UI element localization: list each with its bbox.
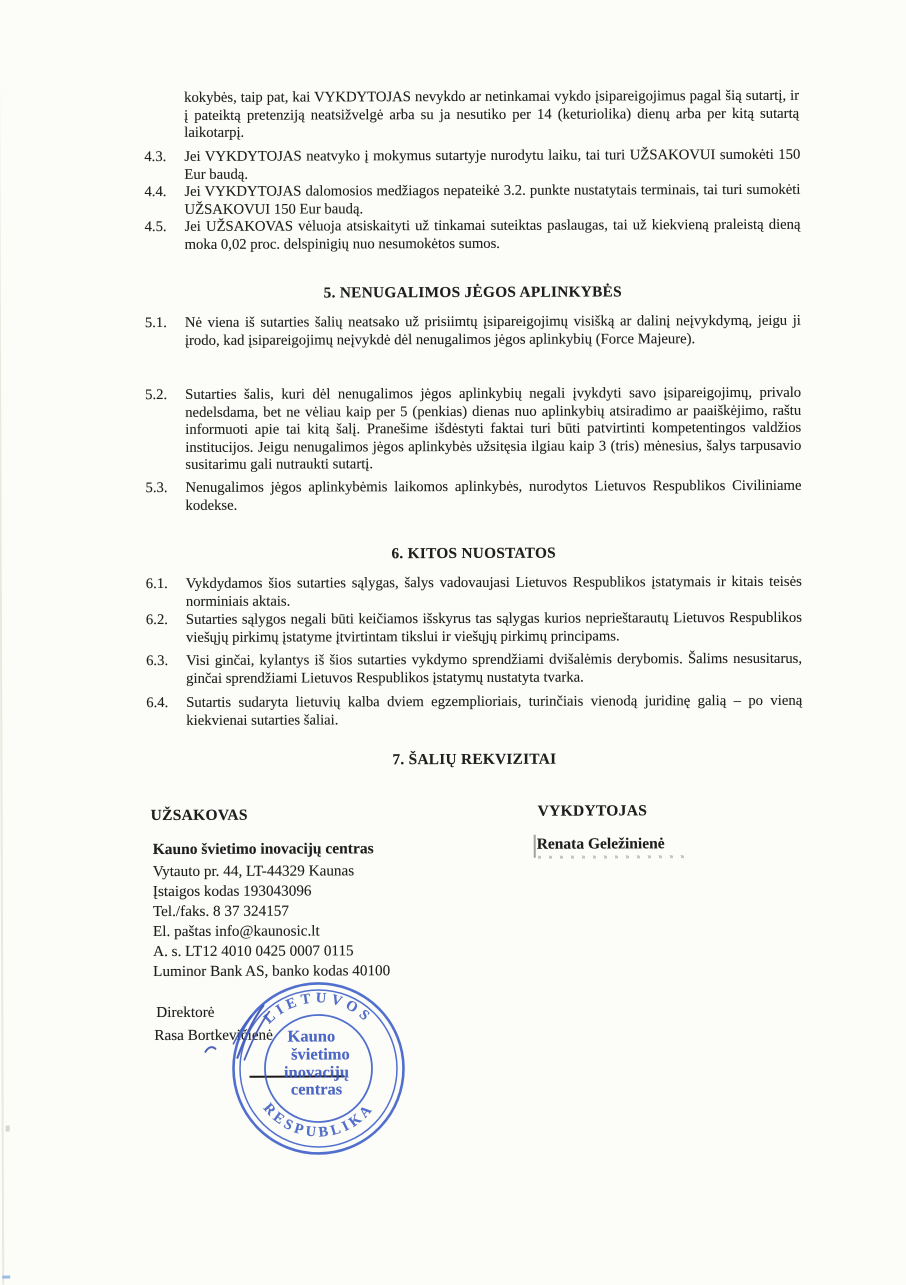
contact-line-bank: Luminor Bank AS, banko kodas 40100 [153,961,391,980]
contact-line-address: Vytauto pr. 44, LT-44329 Kaunas [152,862,355,881]
clause-number: 6.4. [146,694,169,712]
section-6-heading: 6. KITOS NUOSTATOS [391,544,556,563]
clause-text: Sutarties sąlygos negali būti keičiamos išskyrus tas sąlygas kurios neprieštarautų Lietuvos Respublikos viešųjų pirkimų įstatyme įtvirtintam tikslui ir viešųjų pirkimų principams. [185,609,802,646]
clause-6-1 [146,574,802,611]
stamp-center-line-1: Kauno [287,1026,336,1046]
clause-6-4 [146,693,802,730]
clause-6-2 [146,610,802,647]
contact-line-phone: Tel./faks. 8 37 324157 [152,902,290,920]
clause-number: 5.3. [145,479,168,497]
clause-number: 6.3. [146,652,169,670]
clause-4-5 [145,217,801,254]
vykdytojas-name: Renata Geležinienė [536,835,665,853]
clause-text: Jei UŽSAKOVAS vėluoja atsiskaityti už tinkamai suteiktas paslaugas, tai už kiekvieną praleistą dieną moka 0,02 proc. delspinigių nuo nesumokėtos sumos. [184,216,801,253]
clause-text: Jei VYKDYTOJAS neatvyko į mokymus sutartyje nurodytu laiku, tai turi UŽSAKOVUI sumokėti 150 Eur baudą. [184,146,801,183]
stamp-center-line-4: centras [290,1079,343,1099]
clause-text: Sutartis sudaryta lietuvių kalba dviem egzemplioriais, turinčiais vienodą juridinę galią – po vieną kiekvienai sutarties šaliai. [186,692,803,729]
signatory-name: Rasa Bortkevičienė [154,1026,273,1045]
clause-text: Visi ginčai, kylantys iš šios sutarties vykdymo sprendžiami dvišalėmis derybomis. Šalims nesusitarus, ginčai sprendžiami Lietuvos Respublikos įstatymų nustatyta tvarka. [186,650,803,687]
scan-artifact-bar [534,835,536,858]
clause-5-1 [145,313,801,350]
scan-blue-dash [2,1276,10,1279]
clause-number: 5.1. [144,314,167,332]
stamp-center-line-3: inovacijų [283,1062,350,1082]
official-stamp [230,980,407,1157]
section-7-heading: 7. ŠALIŲ REKVIZITAI [392,750,557,769]
clause-text: Nė viena iš sutarties šalių neatsako už prisiimtų įsipareigojimų visišką ar dalinį neįvykdymą, jeigu ji įrodo, kad įsipareigojimų neįvykdė dėl nenugalimos jėgos aplinkybių (Force Majeure). [184,312,801,349]
clause-number: 4.5. [144,218,167,236]
section-5-heading: 5. NENUGALIMOS JĖGOS APLINKYBĖS [323,283,622,302]
uzsakovas-contact-block [153,861,391,981]
clause-number: 6.2. [145,611,168,629]
stamp-top-arc-text: LIETUVOS [260,990,376,1028]
scan-speck [6,1126,10,1132]
contact-line-company-code: Įstaigos kodas 193043096 [152,882,312,900]
svg-text:LIETUVOS [261,990,376,1027]
clause-text: Vykdydamos šios sutarties sąlygas, šalys vadovaujasi Lietuvos Respublikos įstatymais ir kitais teisės norminiais aktais. [185,573,802,610]
stamp-bottom-arc-text: RESPUBLIKA [259,1100,378,1141]
clause-text: Sutarties šalis, kuri dėl nenugalimos jėgos aplinkybių negali įvykdyti savo įsipareigojimų, privalo nedelsdama, bet ne vėliau kaip per 5 (penkias) dienas nuo aplinkybių atsiradimo ar paaiškėjimo, raštu informuoti apie tai kitą šalį. Pranešime išdėstyti faktai turi būti patvirtinti kompetentingos valdžios institucijos. Jeigu nenugalimos jėgos aplinkybės užsitęsia ilgiau kaip 3 (tris) mėnesius, šalys tarpusavio susitarimu gali nutraukti sutartį. [185,384,802,474]
contact-line-account: A. s. LT12 4010 0425 0007 0115 [153,941,354,960]
clause-text: Nenugalimos jėgos aplinkybėmis laikomos aplinkybės, nurodytos Lietuvos Respublikos Civiliniame kodekse. [185,477,802,514]
uzsakovas-heading: UŽSAKOVAS [150,806,248,825]
clause-number: 6.1. [145,575,168,593]
clause-5-2 [145,385,801,475]
clause-4-2-continuation: kokybės, taip pat, kai VYKDYTOJAS nevykdo ar netinkamai vykdo įsipareigojimus pagal šią sutartį, ir į pateiktą pretenziją neatsižvelgė arba su ja nesutiko per 14 (keturiolika) dienų arba per kitą sutartą laikotarpį. [184,87,800,142]
scan-left-edge [0,2,4,1285]
clause-5-3 [145,478,801,515]
signatory-title: Direktorė [156,1003,215,1022]
clause-number: 5.2. [145,386,168,404]
clause-number: 4.4. [144,183,167,201]
clause-4-4 [144,182,800,219]
faded-text-remnant [538,855,688,859]
stamp-center-line-2: švietimo [291,1044,350,1064]
clause-text: Jei VYKDYTOJAS dalomosios medžiagos nepateikė 3.2. punkte nustatytais terminais, tai turi sumokėti UŽSAKOVUI 150 Eur baudą. [184,181,801,218]
clause-4-3 [144,147,800,184]
vykdytojas-heading: VYKDYTOJAS [537,802,648,820]
clause-number: 4.3. [144,148,167,166]
contact-line-email: El. paštas info@kaunosic.lt [152,922,320,940]
clause-6-3 [146,651,802,688]
uzsakovas-name: Kauno švietimo inovacijų centras [152,840,374,859]
